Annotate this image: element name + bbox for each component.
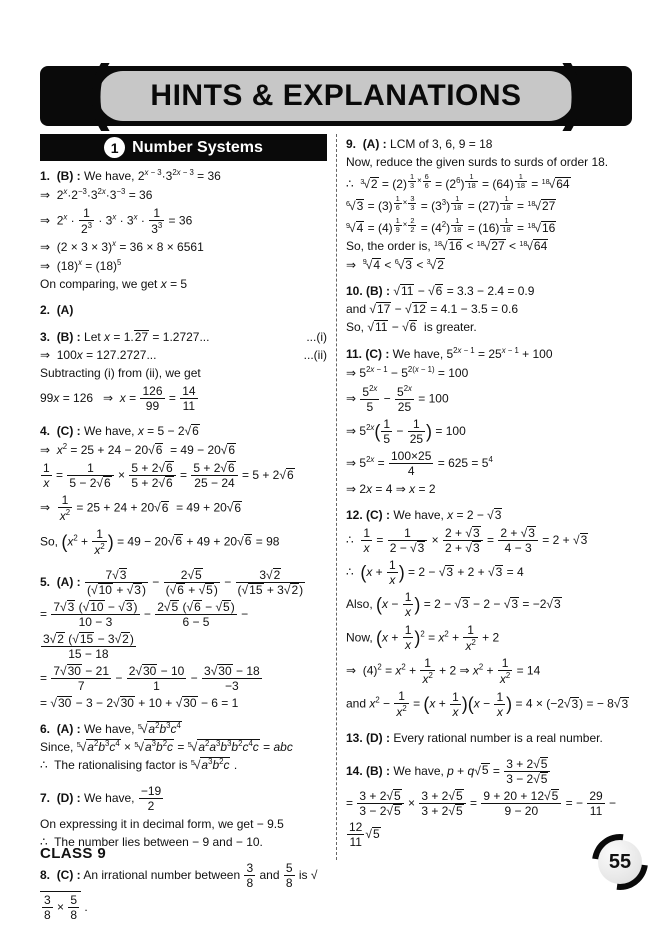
math-line: and $x^2$ − $\frac{1}{x^2}$ = (x + $\frac{1}{x}$ )(x − $\frac{1}{x}$ ) = 4 × (−2√3) = − 8√3 <box>346 689 629 720</box>
question-block <box>40 329 327 414</box>
header-pill <box>89 51 583 133</box>
math-line: 4. (C) : We have, x = 5 − 2√6 <box>40 423 199 438</box>
math-line: 3. (B) : Let x = 1.27 = 1.2727... ...(i) <box>40 329 327 344</box>
math-line: ⇒ $5^{2x}$( $\frac{1}{5}$ − $\frac{1}{25}$ ) = 100 <box>346 417 466 447</box>
math-line: 14. (B) : We have, p + q√5 = $\frac{3 + 2√5}{3 - 2√5}$ <box>346 756 632 787</box>
math-line: ⇒ $5^{2x - 1} - 5^{2(x - 1)} = 100$ <box>346 364 469 380</box>
math-line: Now, (x + $\frac{1}{x}$ )$^2 = x^2$ + $\frac{1}{x^2}$ + 2 <box>346 622 500 653</box>
math-line: 6. (A) : We have, $^5√a^2b^3c^4$ <box>40 721 181 737</box>
math-line: 1. (B) : We have, $2^{x - 3}\cdot 3^{2x - 3} = 36$ <box>40 168 221 183</box>
math-line: and √17 − √12 = 4.1 − 3.5 = 0.6 <box>346 301 519 316</box>
page-number: 55 <box>598 840 642 884</box>
math-line: 12. (C) : We have, x = 2 − √3 <box>346 507 502 522</box>
math-line: 8. (C) : An irrational number between $\frac{3}{8}$ and $\frac{5}{8}$ is √ $\frac{3}{8}$ × $\frac{5}{8}$ . <box>40 860 318 923</box>
math-line: So, ($x^2$ + $\frac{1}{x^2}$ ) = 49 − 20√6 + 49 + 20√6 = 98 <box>40 526 280 557</box>
math-line: 11. (C) : We have, $5^{2x - 1} = 25^{x - 1} + 100$ <box>346 345 553 361</box>
page-title: HINTS & EXPLANATIONS <box>150 79 522 112</box>
two-column-content <box>40 134 632 932</box>
math-line: ⇒ $(2 \times 3 \times 3)^x = 36 \times 8 \times 6561$ <box>40 239 204 255</box>
left-column <box>40 134 336 932</box>
math-line: Now, reduce the given surds to surds of order 18. <box>346 155 609 170</box>
question-block <box>346 283 632 336</box>
question-block <box>40 423 327 558</box>
question-block <box>40 567 327 712</box>
math-line: ⇒ $\frac{1}{x^2}$ = 25 + 24 + 20√6 = 49 + 20√6 <box>40 493 242 524</box>
left-paren-decoration: ( <box>89 51 110 133</box>
math-line: ⇒ $^9$√4 < $^6$√3 < $^3$√2 <box>346 257 444 272</box>
math-line: ∴ $^3$√2 = (2) $^{\frac{1}{3} \times \frac{6}{6}}$ = $(2^6)$ $^{\frac{1}{18}}$ = (64) $^{\frac{1}{18}}$ = $^{18}$√64 <box>346 172 570 192</box>
math-line: ⇒ $5^{2x}$ = $\frac{100\times 25}{4}$ = $625 = 5^4$ <box>346 449 493 479</box>
math-line: = $\frac{7√3 (√10 - √3)}{10 - 3}$ − $\frac{2√5 (√6 - √5)}{6 - 5}$ − $\frac{3√2 (√15 - 3√2)}{15 - 18}$ <box>40 600 249 661</box>
math-line: 2. (A) <box>40 303 74 318</box>
chapter-number-badge: 1 <box>104 137 125 158</box>
math-line: Also, (x − $\frac{1}{x}$ ) = 2 − √3 − 2 − √3 = −2√3 <box>346 590 561 620</box>
math-line: $^6$√3 = (3) $^{\frac{1}{6} \times \frac{3}{3}}$ = $(3^3)$ $^{\frac{1}{18}}$ = (27) $^{\frac{1}{18}}$ = $^{18}$√27 <box>346 194 556 214</box>
math-line: Subtracting (i) from (ii), we get <box>40 365 201 380</box>
chapter-title: Number Systems <box>132 138 263 156</box>
math-line: = $\frac{3 + 2√5}{3 - 2√5}$ × $\frac{3 + 2√5}{3 + 2√5}$ = $\frac{9 + 20 + 12√5}{9 - 20}$ = − $\frac{29}{11}$ − $\frac{12}{11}$ √5 <box>346 788 617 850</box>
math-line: ⇒ $x^2 = 25 + 24 - 20√6 = 49 - 20√6$ <box>40 441 236 457</box>
right-paren-decoration: ) <box>562 51 583 133</box>
question-block <box>346 345 632 498</box>
right-column <box>336 134 632 860</box>
math-line: ⇒ $2^x\cdot 2^{-3}\cdot 3^{2x}\cdot 3^{-3} = 36$ <box>40 187 153 203</box>
math-line: ⇒ $2^x$ · $\frac{1}{2^3}$ · $3^x \cdot 3^x$ · $\frac{1}{3^3}$ = 36 <box>40 206 193 237</box>
question-block <box>346 507 632 721</box>
math-line: ⇒ $(4)^2 = x^2$ + $\frac{1}{x^2}$ + 2 ⇒ $x^2$ + $\frac{1}{x^2}$ = 14 <box>346 655 541 687</box>
math-line: 13. (D) : Every rational number is a real number. <box>346 730 603 745</box>
math-line: 5. (A) : $\frac{7√3}{(√10 + √3)}$ − $\frac{2√5}{(√6 + √5)}$ − $\frac{3√2}{(√15 + 3√2)}$ <box>40 567 304 598</box>
question-block <box>40 721 327 774</box>
math-line: $\frac{1}{x}$ = $\frac{1}{5 - 2√6}$ × $\frac{5 + 2√6}{5 + 2√6}$ = $\frac{5 + 2√6}{25 - 24}$ = 5 + 2√6 <box>43 460 294 491</box>
math-line: ∴ The number lies between − 9 and − 10. <box>40 834 263 849</box>
class-label: CLASS 9 <box>40 845 107 862</box>
page-number-badge <box>590 832 650 892</box>
math-line: ∴ The rationalising factor is $^5√a^3b^2c$ . <box>40 757 238 773</box>
math-line: On expressing it in decimal form, we get − 9.5 <box>40 816 284 831</box>
question-block <box>346 136 632 274</box>
question-block <box>40 860 327 924</box>
math-line: ⇒ 100x = 127.2727... ...(ii) <box>40 347 327 362</box>
math-line: ⇒ 2x = 4 ⇒ x = 2 <box>346 481 436 496</box>
chapter-header <box>40 134 327 161</box>
math-line: 99x = 126 ⇒ x = $\frac{126}{99}$ = $\frac{14}{11}$ <box>40 383 196 413</box>
question-block <box>346 730 632 747</box>
math-line: = $\frac{7√30 - 21}{7}$ − $\frac{2√30 - 10}{1}$ − $\frac{3√30 - 18}{-3}$ <box>40 663 260 693</box>
question-block <box>40 167 327 293</box>
math-line: Since, $^5√a^2b^3c^4 \times ^5√a^3b^2c = ^5√a^2a^3b^3b^2c^4c$ = abc <box>40 739 293 755</box>
math-line: ⇒ $\frac{5^{2x}}{5}$ − $\frac{5^{2x}}{25}$ = 100 <box>346 383 449 414</box>
math-line: 7. (D) : We have, $\frac{-19}{2}$ <box>40 784 162 814</box>
math-line: So, the order is, $^{18}$√16 < $^{18}$√27 < $^{18}$√64 <box>346 239 548 254</box>
math-line: = √30 − 3 − 2√30 + 10 + √30 − 6 = 1 <box>40 696 239 711</box>
page-header-banner <box>40 51 632 133</box>
math-line: ∴ (x + $\frac{1}{x}$ ) = 2 − √3 + 2 + √3 = 4 <box>346 558 524 588</box>
math-line: ⇒ $(18)^x = (18)^5$ <box>40 258 122 274</box>
question-block <box>40 302 327 319</box>
math-line: 10. (B) : √11 − √6 = 3.3 − 2.4 = 0.9 <box>346 283 535 298</box>
math-line: ∴ $\frac{1}{x}$ = $\frac{1}{2 - √3}$ × $\frac{2 + √3}{2 + √3}$ = $\frac{2 + √3}{4 - 3}$ = 2 + √3 <box>346 525 588 555</box>
math-line: $^9$√4 = (4) $^{\frac{1}{9} \times \frac{2}{2}}$ = $(4^2)$ $^{\frac{1}{18}}$ = (16) $^{\frac{1}{18}}$ = $^{18}$√16 <box>346 216 556 236</box>
question-block <box>40 783 327 850</box>
math-line: On comparing, we get x = 5 <box>40 277 188 292</box>
math-line: 9. (A) : LCM of 3, 6, 9 = 18 <box>346 137 493 151</box>
math-line: So, √11 − √6 is greater. <box>346 319 477 334</box>
